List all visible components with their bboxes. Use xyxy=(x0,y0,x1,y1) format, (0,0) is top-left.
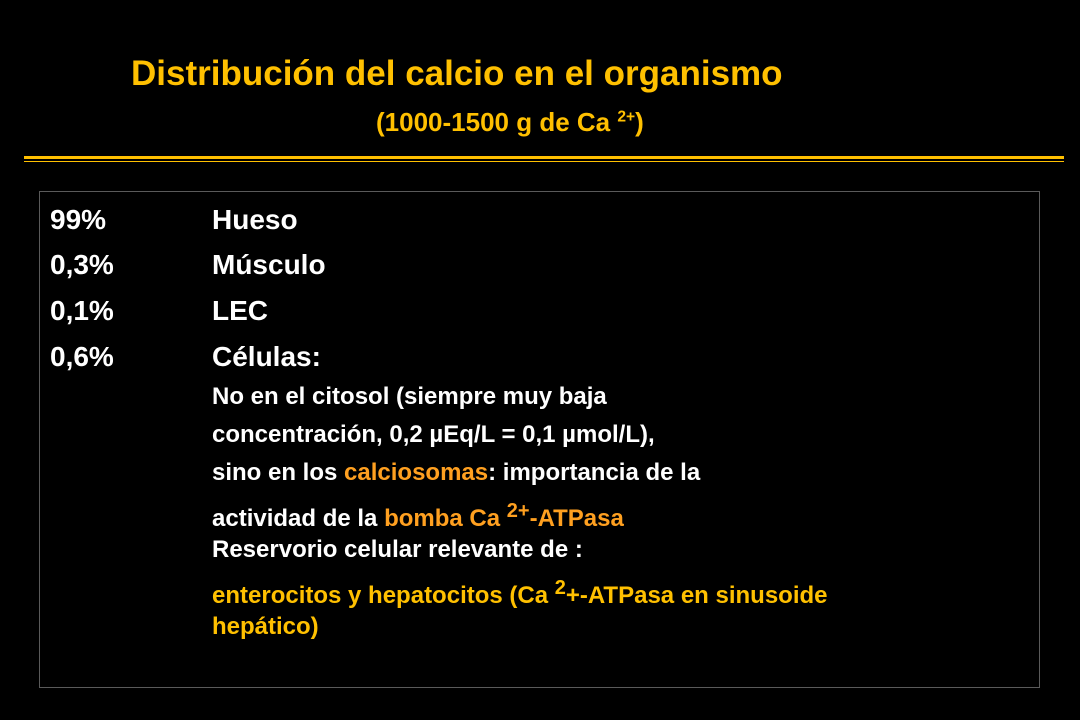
atpasa-pump-highlight xyxy=(384,500,624,532)
note-line-4 xyxy=(212,496,624,534)
subtitle-superscript: 2+ xyxy=(617,108,636,126)
distribution-label: Hueso xyxy=(212,204,298,235)
note-text: actividad de la xyxy=(212,505,385,532)
pump-superscript: 2+ xyxy=(506,500,530,522)
note-superscript: 2 xyxy=(554,577,566,599)
subtitle-text: (1000-1500 g de Ca xyxy=(376,107,618,137)
distribution-percent: 0,3% xyxy=(50,249,114,280)
distribution-label: Células: xyxy=(212,341,321,372)
distribution-row-muscle xyxy=(50,248,326,282)
note-line-6 xyxy=(212,573,828,611)
note-line-7: hepático) xyxy=(212,613,319,640)
calciosomas-highlight: calciosomas xyxy=(344,459,489,486)
pump-text: bomba Ca xyxy=(384,505,507,532)
note-line-5: Reservorio celular relevante de : xyxy=(212,536,583,563)
title-divider-thin xyxy=(24,161,1064,162)
note-text: sino en los xyxy=(212,459,345,486)
distribution-row-lec xyxy=(50,294,268,328)
title-divider-thick xyxy=(24,156,1064,159)
distribution-percent: 0,1% xyxy=(50,295,114,326)
slide-subtitle xyxy=(376,104,644,140)
note-text: enterocitos y hepatocitos (Ca xyxy=(212,582,555,609)
distribution-percent: 99% xyxy=(50,204,107,235)
slide-title: Distribución del calcio en el organismo xyxy=(131,54,783,93)
distribution-label: Músculo xyxy=(212,249,326,280)
distribution-label: LEC xyxy=(212,295,268,326)
note-line-3 xyxy=(212,458,700,488)
distribution-percent: 0,6% xyxy=(50,341,114,372)
note-text: : importancia de la xyxy=(488,459,701,486)
distribution-row-bone xyxy=(50,203,298,237)
distribution-row-cells xyxy=(50,340,321,374)
note-line-2: concentración, 0,2 µEq/L = 0,1 µmol/L), xyxy=(212,421,655,448)
note-text: +-ATPasa en sinusoide xyxy=(565,582,828,609)
pump-text-end: -ATPasa xyxy=(529,505,624,532)
note-line-1: No en el citosol (siempre muy baja xyxy=(212,383,607,410)
subtitle-close: ) xyxy=(635,107,644,137)
